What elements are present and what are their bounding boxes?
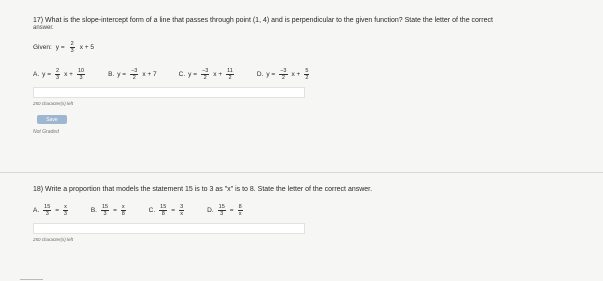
question-18-choices bbox=[33, 204, 598, 217]
choice-c[interactable] bbox=[179, 68, 235, 81]
fraction-denominator: 8 bbox=[161, 211, 165, 217]
choice-mid: x + bbox=[213, 71, 223, 78]
choice-lhs: y = bbox=[188, 71, 197, 78]
choice-mid: x + bbox=[64, 71, 73, 78]
intercept-fraction bbox=[304, 68, 309, 81]
fraction-numerator: 15 bbox=[44, 204, 51, 210]
right-fraction bbox=[121, 204, 126, 217]
choice-mid: x + bbox=[291, 71, 301, 78]
choice-lhs: y = bbox=[117, 71, 127, 78]
question-17-choices bbox=[33, 68, 598, 81]
choice-b[interactable] bbox=[108, 68, 157, 81]
save-button[interactable]: Save bbox=[37, 115, 67, 124]
given-lhs: y = bbox=[55, 44, 65, 51]
right-fraction bbox=[63, 204, 68, 217]
left-fraction bbox=[43, 204, 51, 217]
equals-sign: = bbox=[171, 207, 176, 214]
choice-d[interactable] bbox=[207, 204, 243, 217]
given-rest: x + 5 bbox=[79, 44, 94, 51]
equals-sign: = bbox=[229, 207, 234, 214]
fraction-denominator: 2 bbox=[203, 75, 207, 81]
fraction-numerator: 8 bbox=[238, 204, 242, 210]
fraction-numerator: 10 bbox=[77, 68, 85, 74]
fraction-numerator: −3 bbox=[131, 68, 138, 74]
fraction-numerator: x bbox=[121, 204, 125, 210]
fraction-denominator: 2 bbox=[281, 75, 285, 81]
fraction-denominator: 3 bbox=[70, 48, 74, 54]
fraction-numerator: 11 bbox=[227, 68, 233, 74]
choice-letter: C. bbox=[148, 207, 156, 214]
fraction-denominator: 2 bbox=[132, 75, 136, 81]
question-17-prompt-cont: answer. bbox=[33, 25, 54, 31]
slope-fraction bbox=[55, 68, 60, 81]
fraction-denominator: x bbox=[180, 211, 183, 217]
left-fraction bbox=[159, 204, 167, 217]
fraction-numerator: 2 bbox=[56, 68, 60, 74]
fraction-denominator: x bbox=[238, 211, 242, 217]
choice-c[interactable] bbox=[149, 204, 185, 217]
question-18 bbox=[5, 185, 598, 242]
fraction-denominator: 3 bbox=[63, 211, 67, 217]
fraction-numerator: 3 bbox=[180, 204, 184, 210]
slope-fraction bbox=[130, 68, 138, 81]
fraction-numerator: 15 bbox=[218, 204, 225, 210]
right-fraction bbox=[179, 204, 184, 217]
question-17 bbox=[5, 16, 598, 135]
question-18-prompt: 18) Write a proportion that models the statement 15 is to 3 as "x" is to 8. State the letter of the correct answer. bbox=[33, 186, 373, 193]
right-fraction bbox=[238, 204, 243, 217]
intercept-fraction bbox=[226, 68, 234, 81]
left-fraction bbox=[101, 204, 109, 217]
question-divider bbox=[0, 172, 603, 173]
fraction-denominator: 8 bbox=[121, 211, 125, 217]
left-fraction bbox=[218, 204, 226, 217]
fraction-numerator: 5 bbox=[305, 68, 309, 74]
choice-d[interactable] bbox=[257, 68, 311, 81]
character-counter: 250 character(s) left bbox=[33, 237, 74, 242]
character-counter: 250 character(s) left bbox=[33, 101, 74, 106]
intercept-fraction bbox=[77, 68, 85, 81]
given-equation bbox=[33, 41, 598, 54]
grading-status: Not Graded bbox=[33, 129, 59, 135]
choice-letter: A. bbox=[33, 71, 40, 78]
choice-a[interactable] bbox=[33, 204, 69, 217]
choice-lhs: y = bbox=[266, 71, 276, 78]
fraction-denominator: 2 bbox=[305, 75, 309, 81]
fraction-numerator: 15 bbox=[160, 204, 167, 210]
question-17-prompt: 17) What is the slope-intercept form of a line that passes through point (1, 4) and is perpendicular to the given function? State the letter of the correct bbox=[33, 17, 493, 24]
choice-a[interactable] bbox=[33, 68, 86, 81]
question-18-answer-input[interactable] bbox=[33, 223, 305, 234]
choice-letter: D. bbox=[256, 71, 264, 78]
fraction-numerator: 2 bbox=[70, 41, 74, 47]
choice-lhs: y = bbox=[42, 71, 52, 78]
fraction-numerator: x bbox=[64, 204, 67, 210]
equals-sign: = bbox=[55, 207, 60, 214]
fraction-denominator: 3 bbox=[79, 75, 83, 81]
choice-letter: A. bbox=[33, 207, 40, 214]
fraction-denominator: 2 bbox=[228, 75, 232, 81]
slope-fraction bbox=[201, 68, 209, 81]
bottom-rule bbox=[20, 279, 43, 280]
equals-sign: = bbox=[113, 207, 117, 214]
fraction-denominator: 3 bbox=[220, 211, 224, 217]
fraction-numerator: 15 bbox=[101, 204, 109, 210]
choice-letter: C. bbox=[178, 71, 186, 78]
fraction-denominator: 3 bbox=[45, 211, 49, 217]
choice-letter: B. bbox=[90, 207, 97, 214]
fraction-numerator: −3 bbox=[280, 68, 287, 74]
given-slope-fraction bbox=[70, 41, 75, 54]
fraction-numerator: −3 bbox=[202, 68, 209, 74]
question-17-answer-input[interactable] bbox=[33, 87, 305, 98]
slope-fraction bbox=[279, 68, 287, 81]
given-label: Given: bbox=[33, 44, 52, 51]
choice-b[interactable] bbox=[91, 204, 127, 217]
fraction-denominator: 3 bbox=[103, 211, 107, 217]
choice-mid: x + 7 bbox=[142, 71, 157, 78]
choice-letter: B. bbox=[108, 71, 115, 78]
fraction-denominator: 3 bbox=[56, 75, 60, 81]
choice-letter: D. bbox=[207, 207, 214, 214]
